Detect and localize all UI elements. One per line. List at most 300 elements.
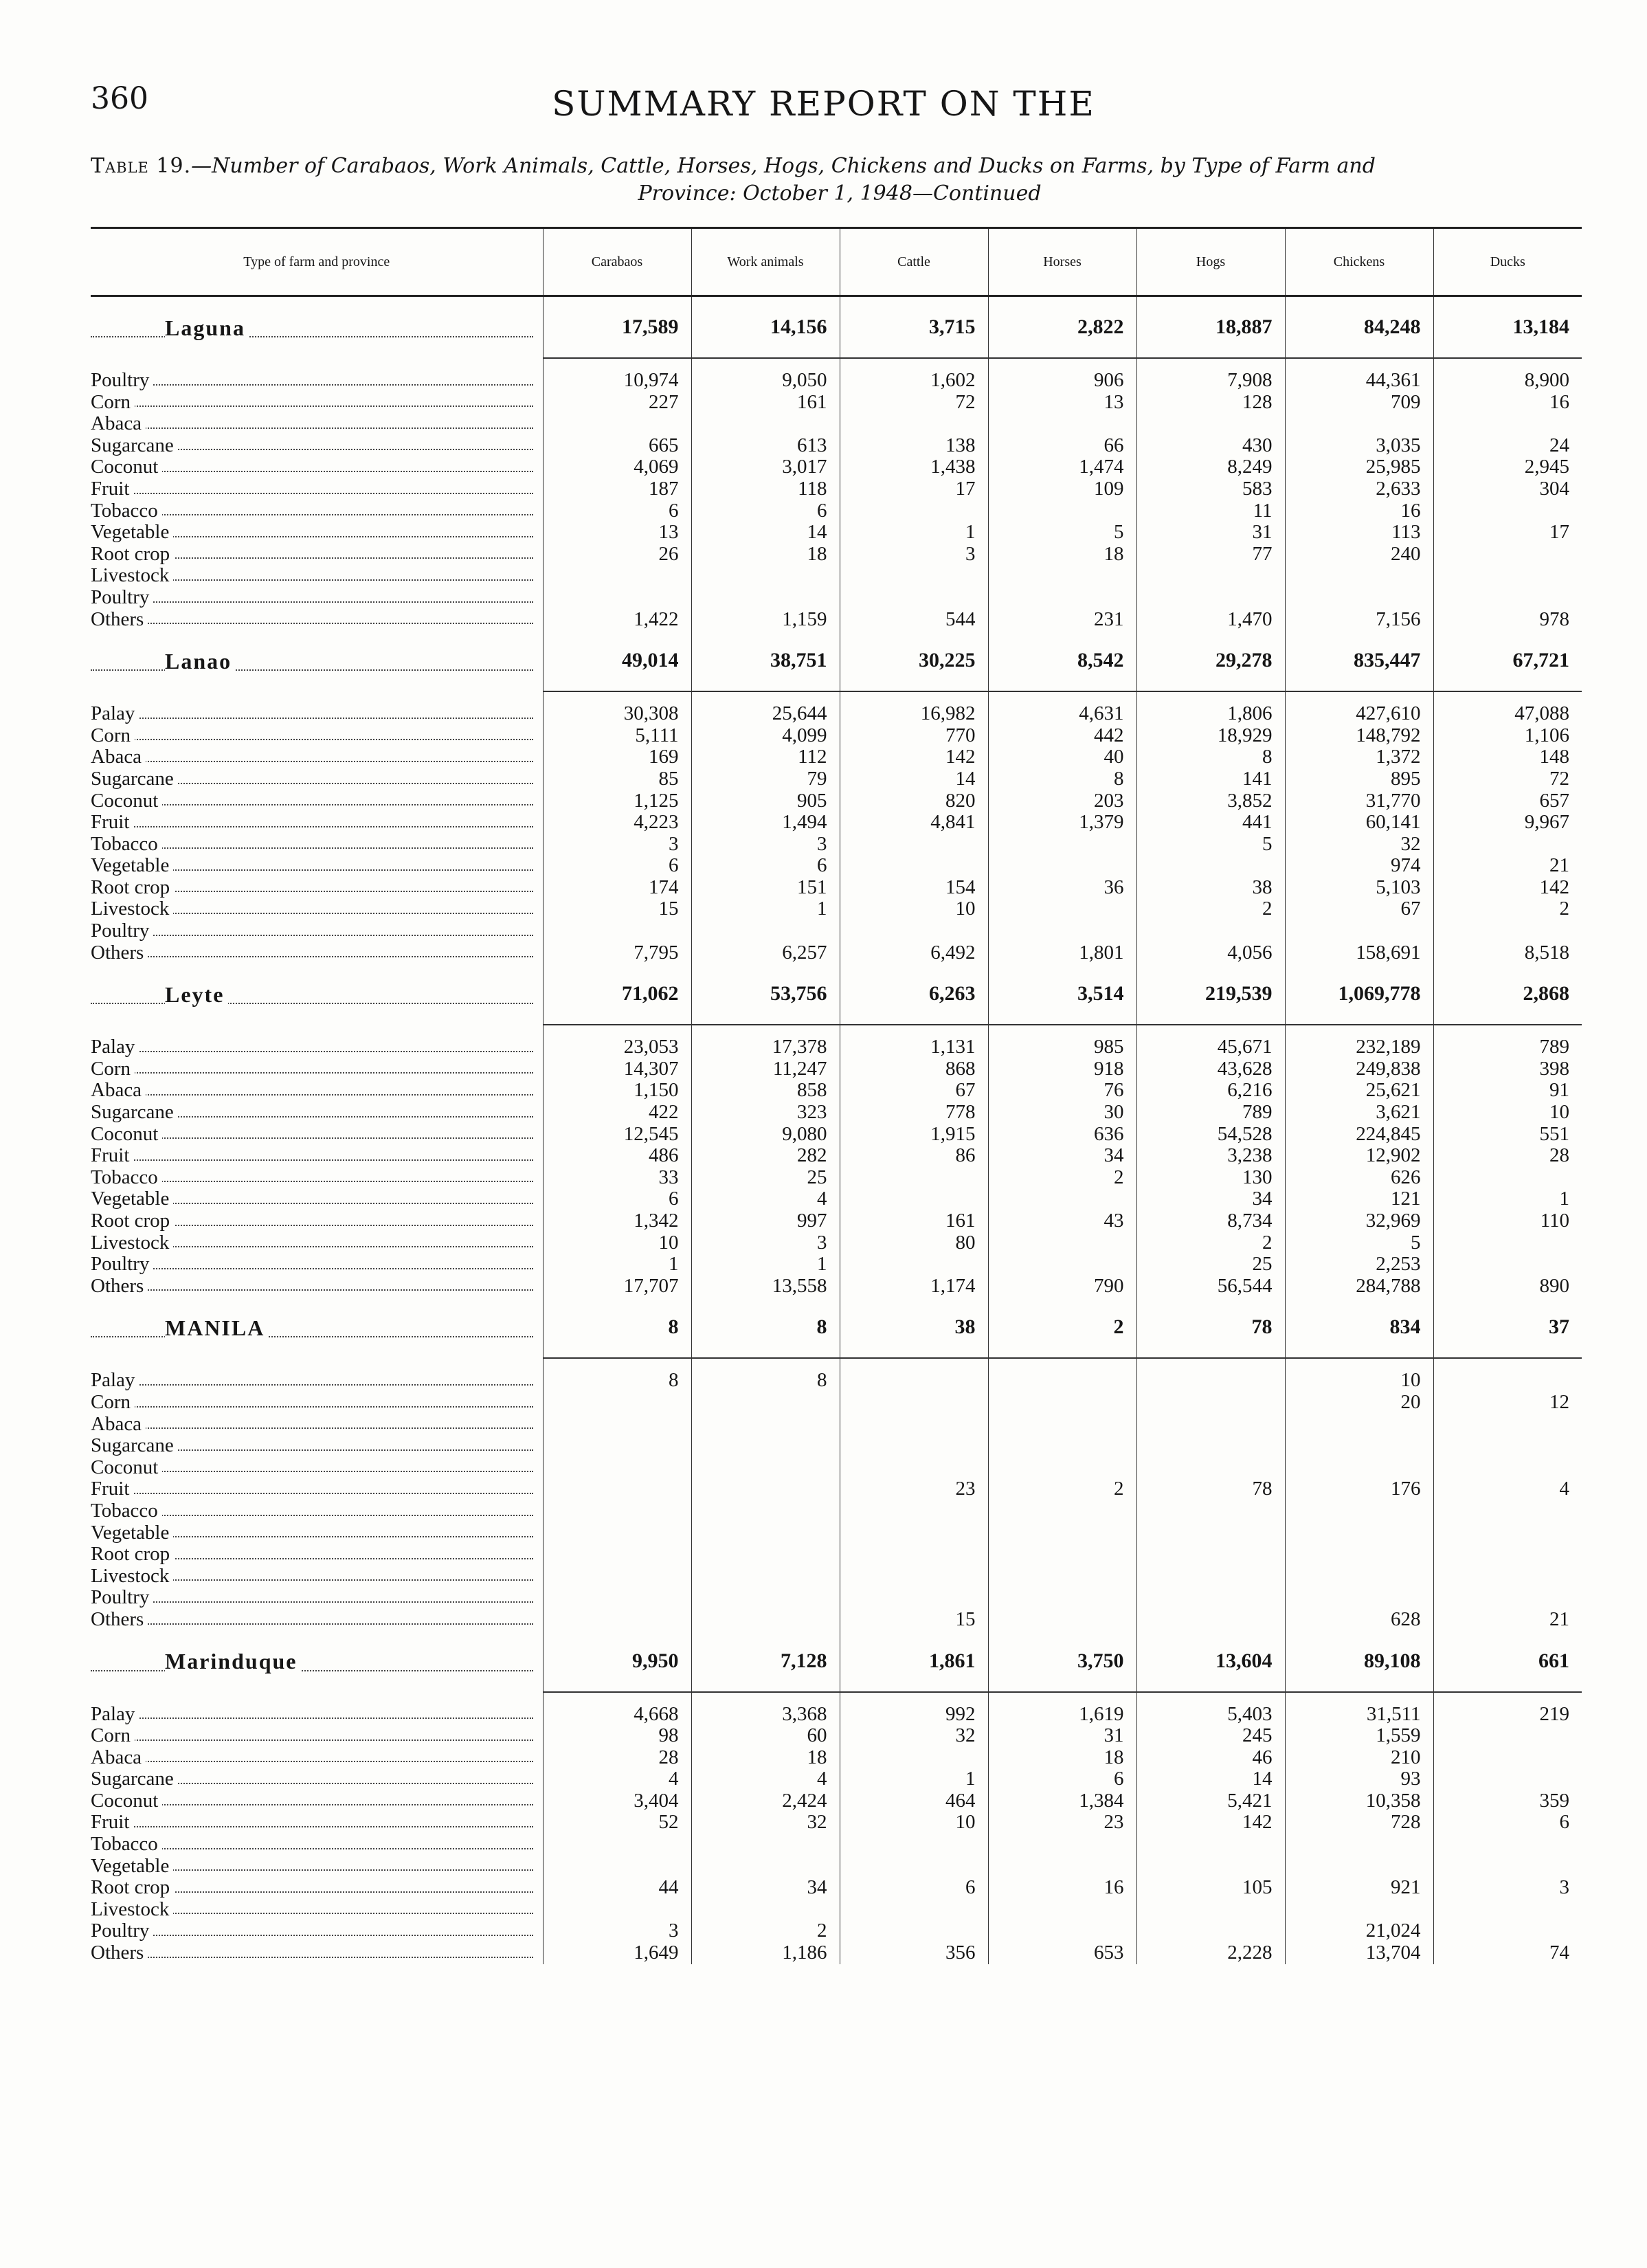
value-horses [988,565,1136,587]
farm-type-cell [91,1145,543,1167]
value-chickens: 210 [1285,1747,1433,1769]
value-horses [988,834,1136,856]
farm-type-label: Others [91,942,148,964]
value-chickens [1285,1566,1433,1588]
spacer-cell [91,691,543,703]
table-row [91,1232,1582,1254]
header-carabaos: Carabaos [543,228,691,296]
table-row [91,1566,1582,1588]
value-horses: 16 [988,1877,1136,1899]
value-horses [988,1392,1136,1414]
value-carabaos: 1,342 [543,1210,691,1232]
value-cattle: 16,982 [840,703,988,725]
value-work-animals: 34 [691,1877,840,1899]
table-caption [91,153,1589,208]
value-ducks: 9,967 [1433,812,1582,834]
farm-type-cell [91,1587,543,1609]
value-hogs: 1,470 [1136,609,1285,631]
value-horses [988,1609,1136,1631]
value-horses [988,898,1136,920]
value-cattle: 1 [840,522,988,544]
farm-type-cell [91,1704,543,1726]
farm-type-label: Sugarcane [91,1435,178,1456]
value-carabaos: 486 [543,1145,691,1167]
value-hogs [1136,1500,1285,1522]
value-carabaos: 1,649 [543,1942,691,1964]
value-hogs: 141 [1136,768,1285,790]
value-cattle [840,1566,988,1588]
value-cattle [840,587,988,609]
table-row [91,1167,1582,1189]
spacer-cell [988,1358,1136,1370]
value-chickens [1285,587,1433,609]
value-hogs: 7,908 [1136,370,1285,392]
value-ducks [1433,1167,1582,1189]
farm-type-cell [91,1210,543,1232]
value-carabaos: 1,150 [543,1080,691,1102]
farm-type-label: Others [91,1942,148,1964]
value-carabaos: 17,707 [543,1276,691,1298]
value-cattle [840,1254,988,1276]
value-ducks [1433,413,1582,435]
value-horses [988,855,1136,877]
farm-type-cell [91,1080,543,1102]
value-hogs: 583 [1136,478,1285,500]
value-cattle: 6,492 [840,942,988,964]
total-hogs: 18,887 [1136,296,1285,359]
farm-type-cell [91,1254,543,1276]
value-work-animals [691,587,840,609]
table-row [91,609,1582,631]
value-ducks: 16 [1433,392,1582,414]
value-ducks: 1,106 [1433,725,1582,747]
value-ducks [1433,1435,1582,1457]
farm-type-cell [91,855,543,877]
value-work-animals [691,1392,840,1414]
value-ducks: 21 [1433,855,1582,877]
total-carabaos: 71,062 [543,964,691,1025]
value-work-animals [691,413,840,435]
table-row [91,1188,1582,1210]
farm-type-label: Tobacco [91,1167,162,1188]
value-carabaos [543,1609,691,1631]
value-cattle: 86 [840,1145,988,1167]
farm-type-label: Poultry [91,920,153,942]
farm-type-cell [91,1167,543,1189]
value-horses [988,1188,1136,1210]
value-hogs: 441 [1136,812,1285,834]
value-hogs: 18,929 [1136,725,1285,747]
farm-type-cell [91,435,543,457]
farm-type-cell [91,1500,543,1522]
value-hogs [1136,413,1285,435]
spacer-cell [91,1692,543,1704]
value-chickens: 121 [1285,1188,1433,1210]
total-cattle: 30,225 [840,630,988,691]
value-chickens: 728 [1285,1812,1433,1834]
value-hogs: 8 [1136,746,1285,768]
table-row [91,1790,1582,1812]
farm-type-cell [91,1856,543,1878]
value-horses [988,1566,1136,1588]
farm-type-label: Poultry [91,370,153,391]
value-hogs [1136,1566,1285,1588]
value-horses: 2 [988,1478,1136,1500]
value-carabaos: 23,053 [543,1036,691,1058]
farm-type-label: Poultry [91,587,153,608]
value-chickens: 67 [1285,898,1433,920]
value-horses [988,1414,1136,1436]
value-work-animals: 9,050 [691,370,840,392]
value-ducks: 8,900 [1433,370,1582,392]
value-cattle [840,565,988,587]
farm-type-label: Sugarcane [91,768,178,790]
spacer-cell [91,358,543,370]
spacer-cell [1285,691,1433,703]
value-horses: 1,384 [988,1790,1136,1812]
value-chickens: 32 [1285,834,1433,856]
table-row [91,544,1582,566]
value-horses [988,1500,1136,1522]
header-ducks: Ducks [1433,228,1582,296]
value-chickens: 10,358 [1285,1790,1433,1812]
value-hogs: 6,216 [1136,1080,1285,1102]
spacer-cell [543,691,691,703]
value-work-animals [691,1457,840,1479]
value-ducks [1433,834,1582,856]
farm-type-label: Corn [91,1392,135,1413]
value-work-animals: 8 [691,1370,840,1392]
spacer-cell [1433,1025,1582,1036]
value-carabaos: 30,308 [543,703,691,725]
value-chickens: 60,141 [1285,812,1433,834]
table-row [91,1080,1582,1102]
header-type-of-farm: Type of farm and province [91,228,543,296]
table-row [91,1392,1582,1414]
province-total-row [91,630,1582,691]
value-chickens: 3,621 [1285,1102,1433,1124]
value-chickens [1285,1856,1433,1878]
farm-type-label: Livestock [91,1232,173,1254]
header-hogs: Hogs [1136,228,1285,296]
province-name-cell [91,296,543,359]
value-hogs: 77 [1136,544,1285,566]
value-ducks: 2,945 [1433,456,1582,478]
value-carabaos [543,1435,691,1457]
value-ducks: 6 [1433,1812,1582,1834]
value-work-animals: 1,494 [691,812,840,834]
value-ducks: 148 [1433,746,1582,768]
farm-type-label: Vegetable [91,1522,173,1544]
value-hogs: 46 [1136,1747,1285,1769]
value-carabaos [543,1392,691,1414]
value-work-animals: 60 [691,1725,840,1747]
value-ducks [1433,565,1582,587]
farm-type-label: Sugarcane [91,1102,178,1123]
value-carabaos [543,565,691,587]
farm-type-cell [91,898,543,920]
total-hogs: 29,278 [1136,630,1285,691]
value-horses [988,1587,1136,1609]
value-cattle [840,1522,988,1544]
value-chickens [1285,1587,1433,1609]
value-ducks [1433,587,1582,609]
table-row [91,1370,1582,1392]
value-cattle: 80 [840,1232,988,1254]
value-chickens [1285,1457,1433,1479]
value-hogs: 245 [1136,1725,1285,1747]
table-row [91,1812,1582,1834]
value-ducks: 551 [1433,1124,1582,1146]
value-hogs [1136,1920,1285,1942]
province-name: Leyte [165,982,228,1007]
value-work-animals: 17,378 [691,1036,840,1058]
value-horses: 636 [988,1124,1136,1146]
table-row [91,1544,1582,1566]
value-cattle [840,1747,988,1769]
farm-type-label: Poultry [91,1920,153,1942]
value-hogs: 4,056 [1136,942,1285,964]
total-cattle: 38 [840,1297,988,1358]
value-horses: 2 [988,1167,1136,1189]
table-caption-line1: —Number of Carabaos, Work Animals, Cattle, Horses, Hogs, Chickens and Ducks on Farms, by Type of Farm and [191,154,1376,178]
value-work-animals: 3 [691,834,840,856]
table-row [91,898,1582,920]
value-chickens: 20 [1285,1392,1433,1414]
running-head: SUMMARY REPORT ON THE [552,84,1095,124]
table-label: Table 19. [91,154,192,178]
spacer-cell [840,1692,988,1704]
farm-type-label: Tobacco [91,1834,162,1855]
spacer-cell [988,358,1136,370]
value-hogs [1136,1609,1285,1631]
total-chickens: 835,447 [1285,630,1433,691]
value-work-animals [691,1478,840,1500]
value-hogs: 130 [1136,1167,1285,1189]
value-chickens [1285,1834,1433,1856]
value-ducks [1433,1920,1582,1942]
value-horses [988,1232,1136,1254]
total-chickens: 84,248 [1285,296,1433,359]
farm-type-cell [91,609,543,631]
value-ducks: 789 [1433,1036,1582,1058]
value-carabaos: 1,422 [543,609,691,631]
value-carabaos: 187 [543,478,691,500]
value-carabaos [543,1457,691,1479]
farm-type-label: Coconut [91,1124,162,1145]
value-carabaos [543,1899,691,1921]
value-carabaos: 13 [543,522,691,544]
value-work-animals: 3 [691,1232,840,1254]
farm-type-cell [91,1124,543,1146]
farm-type-label: Root crop [91,544,174,565]
value-carabaos: 44 [543,1877,691,1899]
value-hogs: 38 [1136,877,1285,899]
value-hogs: 8,249 [1136,456,1285,478]
farm-type-label: Coconut [91,456,162,478]
value-chickens [1285,920,1433,942]
province-name: Marinduque [165,1649,301,1674]
farm-type-label: Sugarcane [91,435,178,456]
value-cattle: 138 [840,435,988,457]
spacer-cell [691,1692,840,1704]
value-cattle: 67 [840,1080,988,1102]
value-ducks [1433,1725,1582,1747]
farm-type-label: Others [91,1276,148,1297]
value-ducks: 890 [1433,1276,1582,1298]
value-cattle: 1,915 [840,1124,988,1146]
value-work-animals: 1,159 [691,609,840,631]
value-horses: 790 [988,1276,1136,1298]
value-carabaos: 4,668 [543,1704,691,1726]
table-header-row [91,228,1582,296]
value-cattle [840,1856,988,1878]
value-chickens: 12,902 [1285,1145,1433,1167]
value-hogs: 54,528 [1136,1124,1285,1146]
value-cattle: 1,174 [840,1276,988,1298]
table-row [91,1587,1582,1609]
value-hogs: 43,628 [1136,1058,1285,1080]
total-work-animals: 53,756 [691,964,840,1025]
table-row [91,1747,1582,1769]
value-work-animals: 18 [691,1747,840,1769]
value-chickens: 895 [1285,768,1433,790]
value-work-animals: 997 [691,1210,840,1232]
table-row [91,1124,1582,1146]
value-cattle [840,855,988,877]
value-carabaos [543,1834,691,1856]
header-chickens: Chickens [1285,228,1433,296]
value-hogs [1136,1834,1285,1856]
farm-type-cell [91,1834,543,1856]
value-carabaos [543,1856,691,1878]
value-horses: 906 [988,370,1136,392]
value-ducks [1433,1414,1582,1436]
total-horses: 8,542 [988,630,1136,691]
value-ducks: 359 [1433,1790,1582,1812]
value-work-animals: 32 [691,1812,840,1834]
value-hogs: 31 [1136,522,1285,544]
farm-type-label: Fruit [91,1478,133,1500]
value-chickens: 974 [1285,855,1433,877]
farm-type-cell [91,1414,543,1436]
farm-type-cell [91,1566,543,1588]
total-ducks: 37 [1433,1297,1582,1358]
table-row [91,565,1582,587]
spacer-cell [543,1358,691,1370]
value-chickens: 284,788 [1285,1276,1433,1298]
value-ducks [1433,1500,1582,1522]
farm-type-label: Sugarcane [91,1768,178,1790]
value-work-animals: 323 [691,1102,840,1124]
total-ducks: 67,721 [1433,630,1582,691]
value-carabaos: 98 [543,1725,691,1747]
value-cattle [840,500,988,522]
value-hogs: 105 [1136,1877,1285,1899]
farm-type-label: Coconut [91,1790,162,1812]
value-carabaos: 665 [543,435,691,457]
value-work-animals [691,1522,840,1544]
table-body [91,296,1582,1964]
value-ducks: 74 [1433,1942,1582,1964]
value-carabaos [543,1522,691,1544]
value-carabaos: 15 [543,898,691,920]
value-work-animals: 6 [691,500,840,522]
value-chickens: 16 [1285,500,1433,522]
header-cattle: Cattle [840,228,988,296]
value-horses: 8 [988,768,1136,790]
farm-type-cell [91,1276,543,1298]
value-chickens: 13,704 [1285,1942,1433,1964]
value-horses [988,1920,1136,1942]
province-name-cell [91,1297,543,1358]
farm-type-cell [91,790,543,812]
spacer-cell [840,691,988,703]
value-carabaos: 4,223 [543,812,691,834]
table-row [91,1768,1582,1790]
value-work-animals: 4 [691,1188,840,1210]
value-chickens: 5 [1285,1232,1433,1254]
spacer-cell [1136,1358,1285,1370]
farm-type-label: Abaca [91,1080,146,1101]
farm-type-label: Palay [91,703,139,724]
value-horses [988,1435,1136,1457]
spacer-cell [691,1358,840,1370]
total-horses: 2 [988,1297,1136,1358]
value-work-animals: 1,186 [691,1942,840,1964]
value-chickens: 2,253 [1285,1254,1433,1276]
table-row [91,877,1582,899]
value-carabaos: 52 [543,1812,691,1834]
value-cattle: 6 [840,1877,988,1899]
value-work-animals: 112 [691,746,840,768]
value-cattle [840,1834,988,1856]
value-work-animals: 1 [691,1254,840,1276]
value-work-animals: 3,368 [691,1704,840,1726]
value-chickens [1285,565,1433,587]
value-carabaos: 422 [543,1102,691,1124]
value-horses [988,1522,1136,1544]
value-hogs [1136,1392,1285,1414]
farm-type-label: Livestock [91,1899,173,1920]
farm-type-cell [91,942,543,964]
value-ducks [1433,1522,1582,1544]
table-row [91,1058,1582,1080]
total-ducks: 661 [1433,1631,1582,1692]
value-work-animals: 613 [691,435,840,457]
value-chickens: 25,621 [1285,1080,1433,1102]
value-cattle [840,1587,988,1609]
value-work-animals [691,1566,840,1588]
farm-type-cell [91,544,543,566]
farm-type-label: Poultry [91,1254,153,1275]
value-carabaos [543,1544,691,1566]
value-carabaos: 227 [543,392,691,414]
value-work-animals: 858 [691,1080,840,1102]
table-row [91,834,1582,856]
table-row [91,435,1582,457]
value-hogs: 5,421 [1136,1790,1285,1812]
farm-type-cell [91,1370,543,1392]
table-row [91,703,1582,725]
farm-type-cell [91,370,543,392]
value-hogs: 8,734 [1136,1210,1285,1232]
total-cattle: 1,861 [840,1631,988,1692]
value-carabaos: 12,545 [543,1124,691,1146]
farm-type-cell [91,1457,543,1479]
province-total-row [91,1631,1582,1692]
value-work-animals [691,1435,840,1457]
